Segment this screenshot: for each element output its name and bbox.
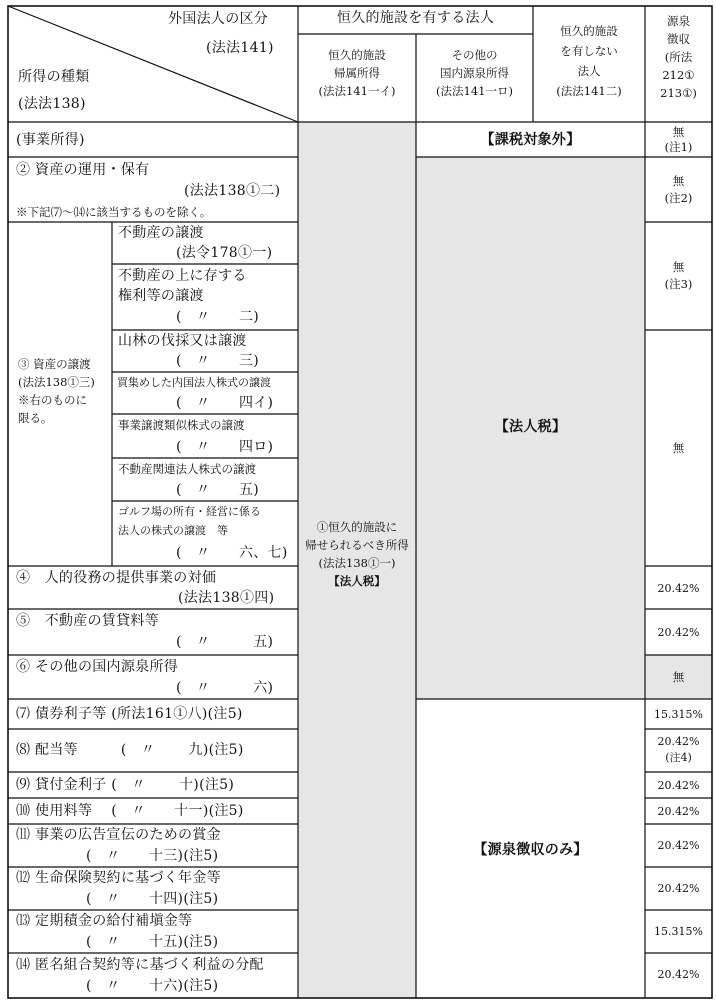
header-pe-other-line3: (法法141一ロ) [436, 84, 513, 98]
transfer-item-7-line1: ゴルフ場の所有・経営に係る [118, 505, 261, 518]
row-business-wh-1: 無 [672, 125, 685, 139]
transfer-item-5-line2: ( 〃 四ロ) [176, 439, 274, 455]
wh-row-9-label: ⑼ 貸付金利子 ( 〃 十)(注5) [16, 777, 235, 793]
withholding-only-label: 【源泉徴収のみ】 [473, 842, 588, 858]
header-pe-attributable-line2: 帰属所得 [334, 66, 380, 80]
transfer-item-6-line1: 不動産関連法人株式の譲渡 [118, 462, 256, 476]
header-pe-other-line2: 国内源泉所得 [440, 66, 509, 80]
wh-row-11-ref: ( 〃 十三)(注5) [86, 848, 219, 864]
transfer-item-3-line1: 山林の伐採又は譲渡 [118, 333, 247, 349]
wh-row-11-rate: 20.42% [657, 839, 700, 852]
row-rent-ref: ( 〃 五) [176, 634, 274, 650]
row-assets-label: ② 資産の運用・保有 [16, 162, 150, 178]
header-no-pe-line3: 法人 [577, 64, 601, 78]
header-no-pe-line2: を有しない [560, 44, 618, 58]
row-personal-services-label: ④ 人的役務の提供事業の対価 [16, 570, 217, 586]
wh-row-10-rate: 20.42% [657, 805, 700, 818]
wh-row-12-ref: ( 〃 十四)(注5) [86, 891, 219, 907]
wh-row-8-note: (注4) [665, 751, 692, 764]
not-taxable-label: 【課税対象外】 [480, 132, 581, 148]
transfer-item-6-line2: ( 〃 五) [176, 482, 260, 498]
header-withholding-line2: 徴収 [667, 32, 690, 46]
transfer-item-1-line1: 不動産の譲渡 [118, 225, 204, 241]
header-withholding-line4: 212① [662, 68, 695, 82]
row-assets-wh-1: 無 [672, 174, 685, 188]
transfer-item-2-line2: 権利等の譲渡 [118, 288, 204, 304]
wh-row-13-ref: ( 〃 十五)(注5) [86, 934, 219, 950]
wh-row-14-rate: 20.42% [657, 968, 700, 981]
row-other-domestic-wh: 無 [672, 670, 685, 684]
row-rent-label: ⑤ 不動産の賃貸料等 [16, 613, 159, 629]
transfer-group-label-2: (法法138①三) [18, 375, 95, 389]
header-no-pe-line4: (法法141二) [556, 84, 622, 98]
row-assets-ref: (法法138①二) [184, 183, 281, 199]
header-no-pe-line1: 恒久的施設 [560, 24, 618, 38]
transfer-group-label-4: 限る。 [18, 411, 53, 425]
wh-row-12-label: ⑿ 生命保険契約に基づく年金等 [16, 870, 221, 886]
wh-row-7-label: ⑺ 債券利子等 (所法161①八)(注5) [16, 706, 243, 722]
header-pe-attributable-line3: (法法141一イ) [318, 84, 396, 98]
wh-row-14-label: ⒁ 匿名組合契約等に基づく利益の分配 [16, 957, 264, 973]
pe-income-line4: 【法人税】 [328, 574, 386, 588]
pe-income-line1: ①恒久的施設に [316, 520, 398, 534]
wh-row-11-label: ⑾ 事業の広告宣伝のための賞金 [16, 827, 221, 843]
row-other-domestic-ref: ( 〃 六) [176, 680, 274, 696]
transfer-item-7-line2: 法人の株式の譲渡 等 [118, 524, 228, 537]
transfer-item-4-line2: ( 〃 四イ) [176, 395, 274, 411]
wh-row-8-label: ⑻ 配当等 ( 〃 九)(注5) [16, 742, 244, 758]
transfer-item-7-line3: ( 〃 六、七) [176, 545, 288, 561]
row-personal-services-ref: (法法138①四) [178, 590, 275, 606]
row-assets-note: ※下記⑺〜⒁に該当するものを除く。 [16, 205, 212, 219]
transfer-item-3-line2: ( 〃 三) [176, 353, 260, 369]
wh-row-14-ref: ( 〃 十六)(注5) [86, 978, 219, 994]
header-pe-attributable-line1: 恒久的施設 [328, 48, 386, 62]
wh-row-13-label: ⒀ 定期積金の給付補塡金等 [16, 913, 193, 929]
wh-row-13-rate: 15.315% [654, 925, 703, 938]
transfer-item-5-line1: 事業譲渡類似株式の譲渡 [118, 418, 245, 432]
transfer-real-estate-wh-1: 無 [672, 260, 685, 274]
wh-row-9-rate: 20.42% [657, 779, 700, 792]
row-personal-services-wh: 20.42% [657, 582, 700, 595]
transfer-group-label-3: ※右のものに [18, 393, 87, 407]
transfer-item-4-line1: 買集めした内国法人株式の譲渡 [117, 376, 271, 389]
transfer-other-wh: 無 [672, 441, 685, 455]
header-pe-group: 恒久的施設を有する法人 [336, 10, 495, 26]
header-corporation-category: 外国法人の区分 [168, 11, 269, 27]
transfer-real-estate-wh-2: (注3) [664, 277, 693, 291]
header-withholding-line3: (所法 [664, 50, 693, 64]
row-business-label: (事業所得) [16, 132, 85, 148]
transfer-item-1-line2: (法令178①一) [176, 245, 273, 261]
wh-row-8-rate: 20.42% [657, 735, 700, 748]
row-rent-wh: 20.42% [657, 626, 700, 639]
wh-row-7-rate: 15.315% [654, 708, 703, 721]
transfer-item-2-line3: ( 〃 二) [176, 309, 260, 325]
header-withholding-line5: 213①) [660, 86, 697, 100]
header-income-type-ref: (法法138) [18, 96, 86, 112]
corporate-tax-label: 【法人税】 [494, 419, 567, 435]
row-other-domestic-label: ⑥ その他の国内源泉所得 [16, 659, 179, 675]
pe-income-line3: (法法138①一) [318, 556, 396, 570]
header-corporation-category-ref: (法法141) [206, 40, 274, 56]
header-pe-other-line1: その他の [451, 48, 498, 62]
header-income-type: 所得の種類 [18, 69, 90, 85]
pe-income-line2: 帰せられるべき所得 [305, 538, 409, 552]
transfer-item-2-line1: 不動産の上に存する [118, 268, 247, 284]
row-business-wh-2: (注1) [664, 140, 693, 154]
row-assets-wh-2: (注2) [664, 191, 693, 205]
wh-row-10-label: ⑽ 使用料等 ( 〃 十一)(注5) [16, 803, 244, 819]
header-withholding-line1: 源泉 [667, 14, 690, 28]
wh-row-12-rate: 20.42% [657, 882, 700, 895]
transfer-group-label-1: ③ 資産の譲渡 [18, 357, 91, 371]
